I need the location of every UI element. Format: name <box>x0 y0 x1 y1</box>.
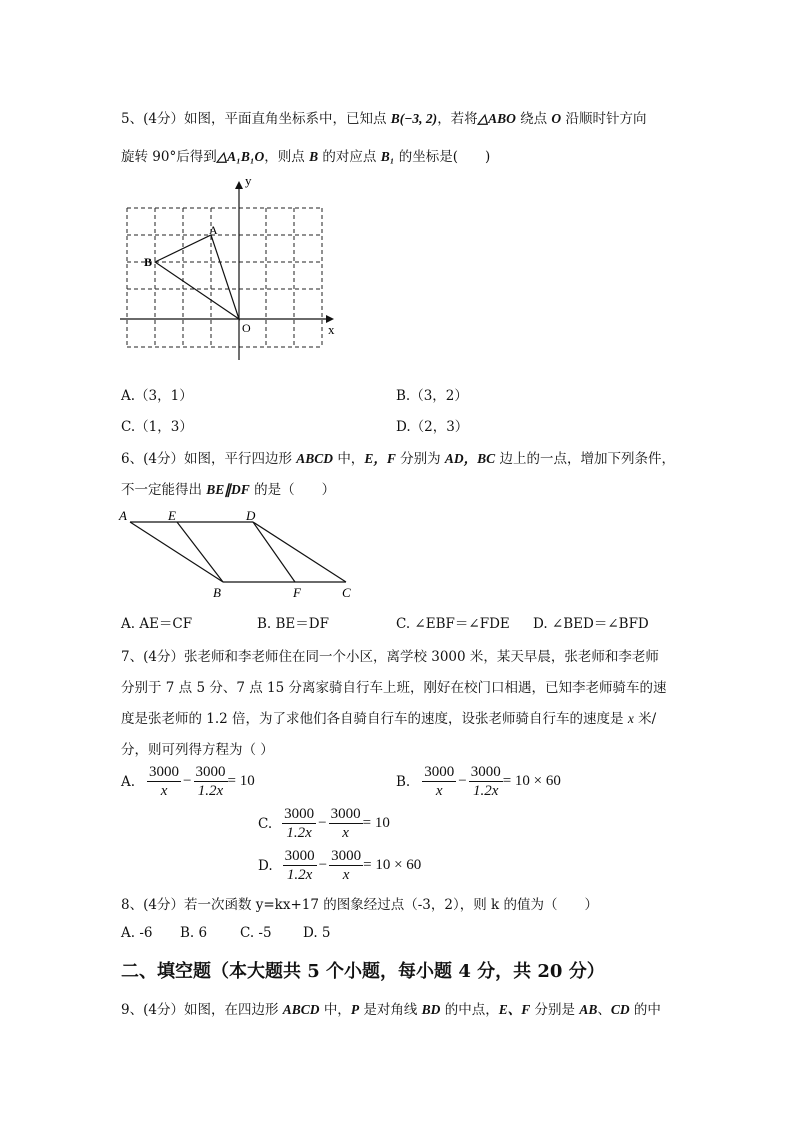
y-axis-label: y <box>245 173 252 188</box>
q7-option-b: B. $\frac{3000}{x}$ − $\frac{3000}{1.2x}$ = 10 × 60 <box>396 764 561 799</box>
point-b-coord: B(−3, 2) <box>390 111 438 126</box>
q7-line3: 度是张老师的 1.2 倍，为了求他们各自骑自行车的速度，设张老师骑自行车的速度是 x 米/ <box>121 711 657 727</box>
q8-option-d: D. 5 <box>303 925 331 941</box>
q5-option-c: C.（1，3） <box>121 419 193 435</box>
q8-option-c: C. -5 <box>240 925 272 941</box>
q6-line2: 不一定能得出 BE∥DF 的是（ ） <box>121 482 336 498</box>
q7-option-a: A. $\frac{3000}{x}$ − $\frac{3000}{1.2x}$ = 10 <box>121 764 255 799</box>
label-e: E <box>168 508 176 523</box>
x-axis-label: x <box>328 322 335 337</box>
section-title: 二、填空题（本大题共 5 个小题，每小题 4 分，共 20 分） <box>121 961 605 982</box>
origin-label: O <box>242 321 251 335</box>
label-c: C <box>342 585 351 600</box>
q9-line1: 9、(4分）如图，在四边形 ABCD 中，P 是对角线 BD 的中点，E、F 分别是 AB、CD 的中 <box>121 1002 661 1018</box>
label-b: B <box>213 585 221 600</box>
q7-line2: 分别于 7 点 5 分、7 点 15 分离家骑自行车上班，刚好在校门口相遇，已知李老师骑车的速 <box>121 680 667 696</box>
q7-option-d: D. $\frac{3000}{1.2x}$ − $\frac{3000}{x}$ = 10 × 60 <box>258 848 422 883</box>
q5-option-b: B.（3，2） <box>396 388 468 404</box>
q5-option-a: A.（3，1） <box>121 388 193 404</box>
q7-line4: 分，则可列得方程为（ ） <box>121 742 274 758</box>
q6-option-a: A. AE＝CF <box>121 616 193 632</box>
q8-line1: 8、(4分）若一次函数 y=kx+17 的图象经过点（-3，2），则 k 的值为（ ） <box>121 897 599 913</box>
q6-parallelogram-figure <box>115 505 365 600</box>
q5-option-d: D.（2，3） <box>396 419 469 435</box>
q6-option-c: C. ∠EBF＝∠FDE <box>396 616 510 632</box>
point-a-label: A <box>209 223 218 237</box>
label-a: A <box>119 508 127 523</box>
point-b-label: B <box>144 255 153 269</box>
q5-line2: 旋转 90°后得到△A₁B₁O，则点 B 的对应点 B₁ 的坐标是( ) <box>121 149 491 165</box>
label-f: F <box>293 585 301 600</box>
q6-line1: 6、(4分）如图，平行四边形 ABCD 中，E，F 分别为 AD，BC 边上的一点，增加下列条件， <box>121 451 675 467</box>
q6-option-d: D. ∠BED＝∠BFD <box>533 616 649 632</box>
q5-line1: 5、(4分）如图，平面直角坐标系中，已知点 B(−3, 2)，若将△ABO 绕点 O 沿顺时针方向 <box>121 111 647 127</box>
q7-option-c: C. $\frac{3000}{1.2x}$ − $\frac{3000}{x}$ = 10 <box>258 806 390 841</box>
q5-coordinate-figure <box>112 172 342 364</box>
q6-option-b: B. BE＝DF <box>257 616 329 632</box>
label-d: D <box>246 508 256 523</box>
q8-option-a: A. -6 <box>121 925 153 941</box>
q7-line1: 7、(4分）张老师和李老师住在同一个小区，离学校 3000 米，某天早晨，张老师和李老师 <box>121 649 659 665</box>
q8-option-b: B. 6 <box>180 925 208 941</box>
